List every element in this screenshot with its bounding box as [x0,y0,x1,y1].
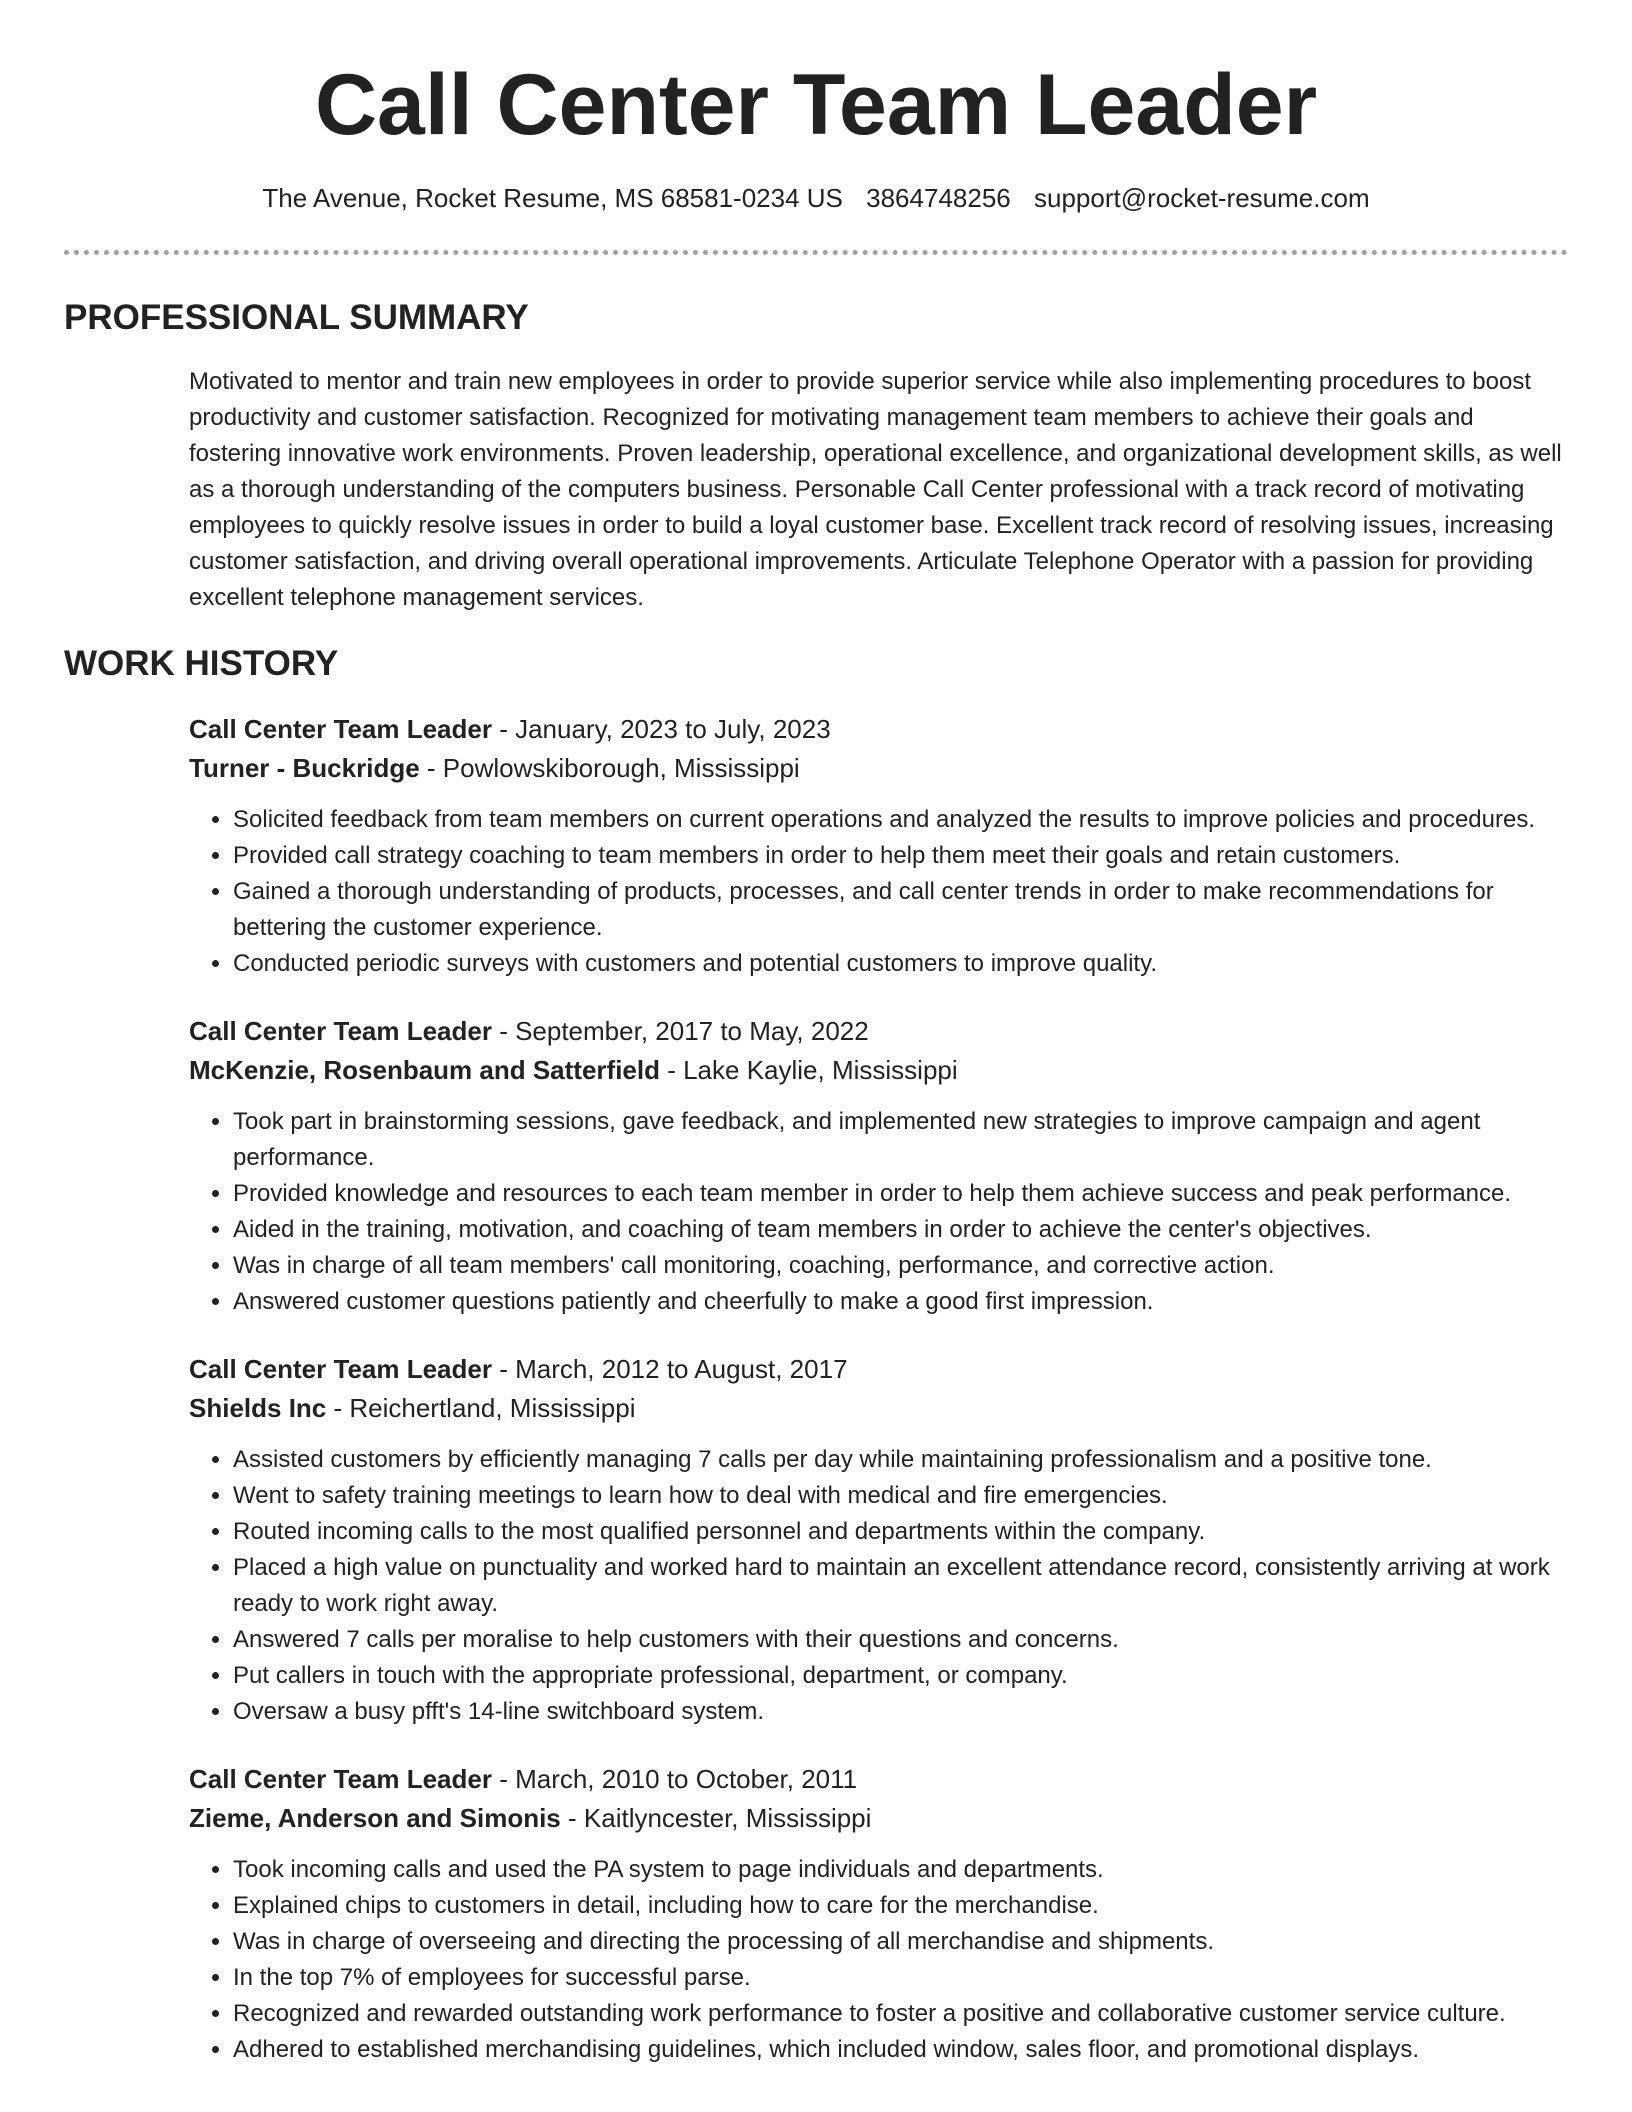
job-title: Call Center Team Leader [189,1764,492,1794]
job-bullet: • Recognized and rewarded outstanding work performance to foster a positive and collaborative customer service culture. [233,1996,1569,2032]
job-company-line [189,1389,1569,1428]
job-bullet: • Was in charge of all team members' call monitoring, coaching, performance, and corrective action. [233,1248,1569,1284]
job-company: Turner - Buckridge [189,753,420,783]
job-bullet: • Took incoming calls and used the PA system to page individuals and departments. [233,1852,1569,1888]
job-bullet: • Took part in brainstorming sessions, gave feedback, and implemented new strategies to improve campaign and agent performance. [233,1104,1569,1176]
job-company-line [189,1051,1569,1090]
job-entry [189,710,1569,982]
job-bullet: • In the top 7% of employees for successful parse. [233,1960,1569,1996]
summary-text: Motivated to mentor and train new employees in order to provide superior service while also implementing procedures to boost productivity and customer satisfaction. Recognized for motivating management team members to achieve their goals and fostering innovative work environments. Proven leadership, operational excellence, and organizational development skills, as well as a thorough understanding of the computers business. Personable Call Center professional with a track record of motivating employees to quickly resolve issues in order to build a loyal customer base. Excellent track record of resolving issues, increasing customer satisfaction, and driving overall operational improvements. Articulate Telephone Operator with a passion for providing excellent telephone management services. [189,368,1562,611]
job-company-line [189,749,1569,788]
job-bullet: • Explained chips to customers in detail, including how to care for the merchandise. [233,1888,1569,1924]
header-divider [64,250,1568,255]
job-title-line [189,1760,1569,1799]
job-bullet: • Assisted customers by efficiently managing 7 calls per day while maintaining professionalism and a positive tone. [233,1442,1569,1478]
job-location: - Reichertland, Mississippi [326,1393,636,1423]
contact-phone: 3864748256 [866,183,1011,213]
job-title: Call Center Team Leader [189,1354,492,1384]
job-bullet: • Provided call strategy coaching to team members in order to help them meet their goals and retain customers. [233,838,1569,874]
job-bullets [189,1852,1569,2068]
job-dates: - September, 2017 to May, 2022 [491,1016,869,1046]
job-title-line [189,1012,1569,1051]
job-bullet: • Answered 7 calls per moralise to help customers with their questions and concerns. [233,1622,1569,1658]
job-entry [189,1012,1569,1320]
job-dates: - March, 2010 to October, 2011 [491,1764,858,1794]
job-bullets [189,802,1569,982]
job-bullet: • Provided knowledge and resources to each team member in order to help them achieve success and peak performance. [233,1176,1569,1212]
job-dates: - January, 2023 to July, 2023 [491,714,831,744]
job-company-line [189,1799,1569,1838]
contact-line [0,178,1632,218]
job-bullet: • Gained a thorough understanding of products, processes, and call center trends in order to make recommendations for bettering the customer experience. [233,874,1569,946]
summary-heading: PROFESSIONAL SUMMARY [64,298,529,337]
job-title: Call Center Team Leader [189,1016,492,1046]
job-entry [189,1760,1569,2068]
contact-address: The Avenue, Rocket Resume, MS 68581-0234 US [262,183,843,213]
job-entry [189,1350,1569,1730]
job-location: - Kaitlyncester, Mississippi [560,1803,872,1833]
job-bullet: • Adhered to established merchandising guidelines, which included window, sales floor, and promotional displays. [233,2032,1569,2068]
work-history-list [189,710,1569,2098]
job-bullets [189,1442,1569,1730]
job-bullet: • Was in charge of overseeing and directing the processing of all merchandise and shipments. [233,1924,1569,1960]
job-title-line [189,710,1569,749]
job-bullet: • Aided in the training, motivation, and coaching of team members in order to achieve the center's objectives. [233,1212,1569,1248]
job-bullet: • Solicited feedback from team members on current operations and analyzed the results to improve policies and procedures. [233,802,1569,838]
job-bullet: • Routed incoming calls to the most qualified personnel and departments within the company. [233,1514,1569,1550]
job-title: Call Center Team Leader [189,714,492,744]
work-history-heading: WORK HISTORY [64,644,339,683]
job-company: McKenzie, Rosenbaum and Satterfield [189,1055,660,1085]
job-company: Zieme, Anderson and Simonis [189,1803,561,1833]
job-bullet: • Conducted periodic surveys with customers and potential customers to improve quality. [233,946,1569,982]
job-location: - Powlowskiborough, Mississippi [419,753,800,783]
resume-title: Call Center Team Leader [314,57,1318,153]
job-location: - Lake Kaylie, Mississippi [659,1055,958,1085]
job-company: Shields Inc [189,1393,327,1423]
contact-email: support@rocket-resume.com [1033,183,1370,213]
job-bullets [189,1104,1569,1320]
job-bullet: • Oversaw a busy pfft's 14-line switchboard system. [233,1694,1569,1730]
job-bullet: • Answered customer questions patiently and cheerfully to make a good first impression. [233,1284,1569,1320]
job-dates: - March, 2012 to August, 2017 [491,1354,848,1384]
job-title-line [189,1350,1569,1389]
job-bullet: • Put callers in touch with the appropriate professional, department, or company. [233,1658,1569,1694]
job-bullet: • Went to safety training meetings to learn how to deal with medical and fire emergencies. [233,1478,1569,1514]
job-bullet: • Placed a high value on punctuality and worked hard to maintain an excellent attendance record, consistently arriving at work ready to work right away. [233,1550,1569,1622]
